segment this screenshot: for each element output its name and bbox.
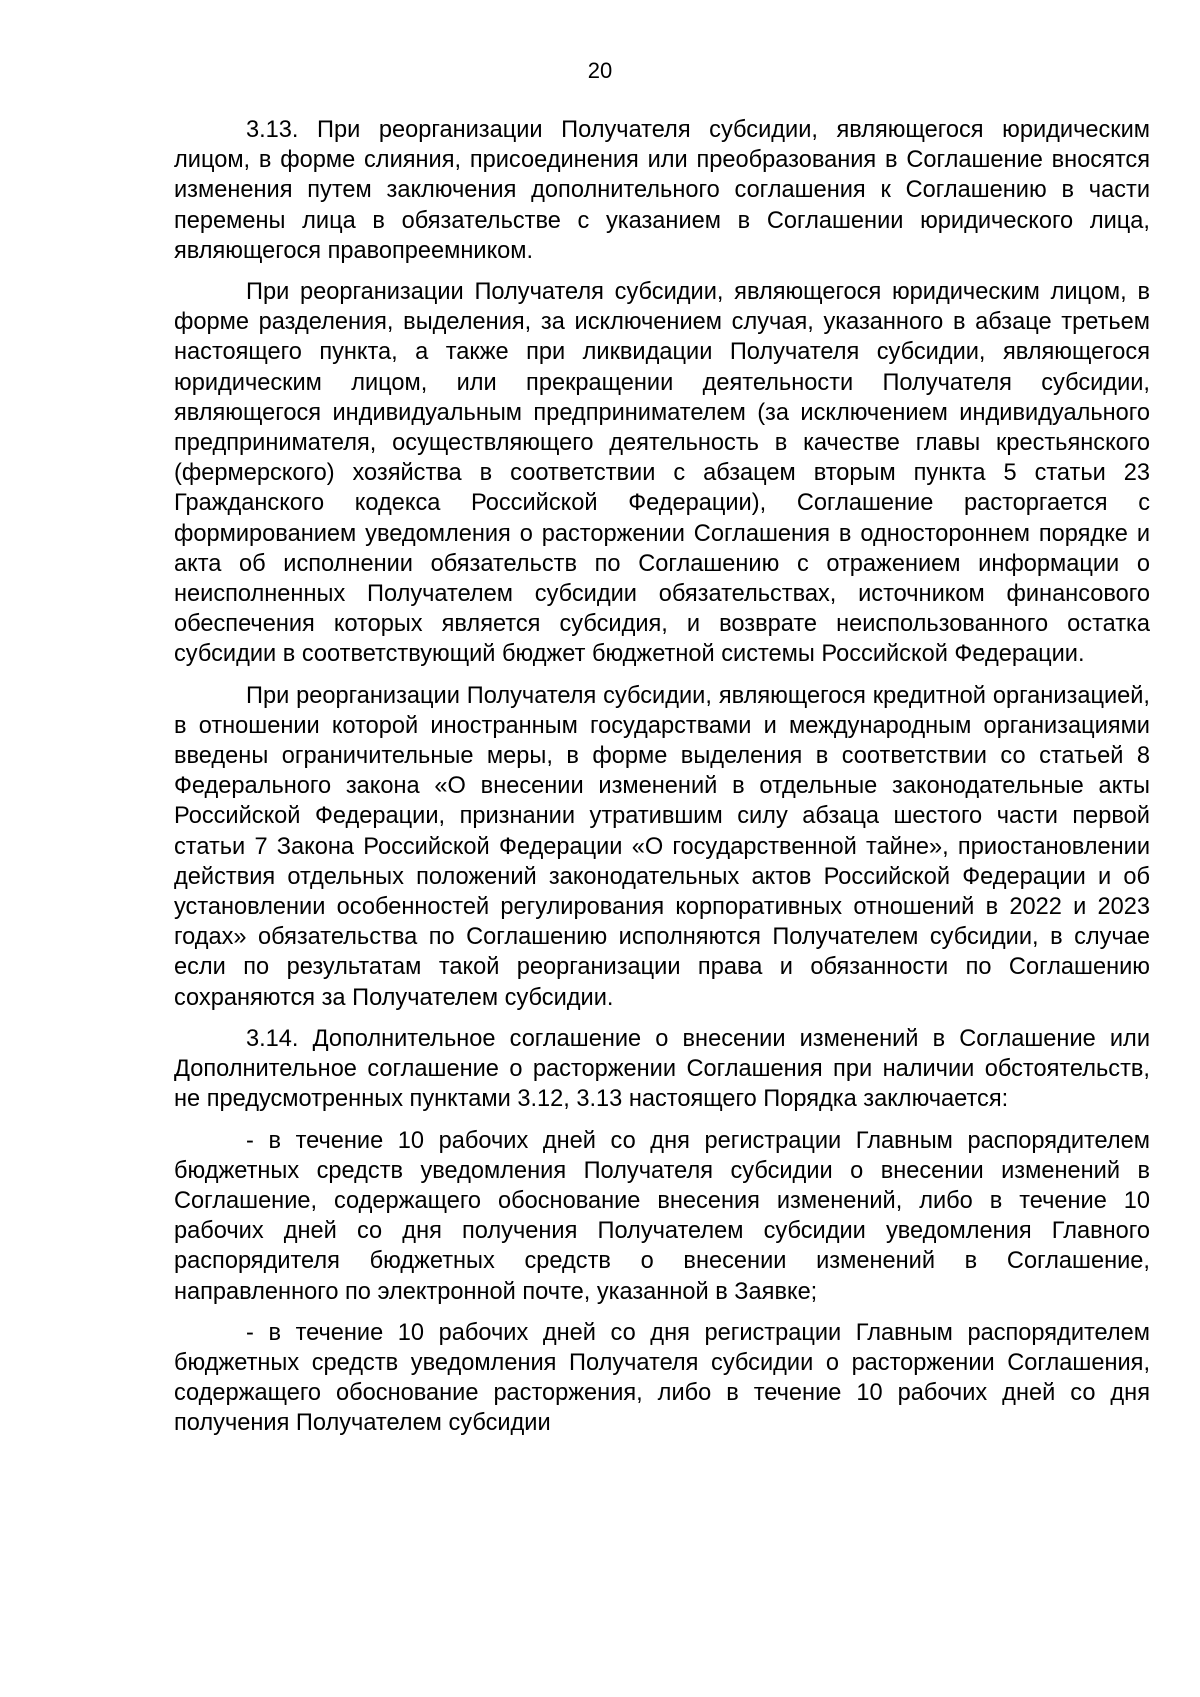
document-body bbox=[174, 115, 1150, 1450]
list-item-termination-term: - в течение 10 рабочих дней со дня регистрации Главным распорядителем бюджетных средств уведомления Получателя субсидии о расторжении Соглашения, содержащего обоснование расторжения, либо в течение 10 рабочих дней со дня получения Получателем субсидии bbox=[174, 1319, 1150, 1437]
list-item-amendment-term: - в течение 10 рабочих дней со дня регистрации Главным распорядителем бюджетных средств уведомления Получателя субсидии о внесении изменений в Соглашение, содержащего обоснование внесения изменений, либо в течение 10 рабочих дней со дня получения Получателем субсидии уведомления Главного распорядителя бюджетных средств о внесении изменений в Соглашение, направленного по электронной почте, указанной в Заявке; bbox=[174, 1127, 1150, 1305]
paragraph-reorganization-division: При реорганизации Получателя субсидии, являющегося юридическим лицом, в форме разделения, выделения, за исключением случая, указанного в абзаце третьем настоящего пункта, а также при ликвидации Получателя субсидии, являющегося юридическим лицом, или прекращении деятельности Получателя субсидии, являющегося индивидуальным предпринимателем (за исключением индивидуального предпринимателя, осуществляющего деятельность в качестве главы крестьянского (фермерского) хозяйства в соответствии с абзацем вторым пункта 5 статьи 23 Гражданского кодекса Российской Федерации), Соглашение расторгается с формированием уведомления о расторжении Соглашения в одностороннем порядке и акта об исполнении обязательств по Соглашению с отражением информации о неисполненных Получателем субсидии обязательствах, источником финансового обеспечения которых является субсидия, и возврате неиспользованного остатка субсидии в соответствующий бюджет бюджетной системы Российской Федерации. bbox=[174, 279, 1150, 668]
page-number: 20 bbox=[587, 58, 613, 83]
paragraph-3-14: 3.14. Дополнительное соглашение о внесении изменений в Соглашение или Дополнительное соглашение о расторжении Соглашения при наличии обстоятельств, не предусмотренных пунктами 3.12, 3.13 настоящего Порядка заключается: bbox=[174, 1025, 1150, 1113]
paragraph-reorganization-credit-organization: При реорганизации Получателя субсидии, являющегося кредитной организацией, в отношении которой иностранным государствами и международным организациями введены ограничительные меры, в форме выделения в соответствии со статьей 8 Федерального закона «О внесении изменений в отдельные законодательные акты Российской Федерации, признании утратившим силу абзаца шестого части первой статьи 7 Закона Российской Федерации «О государственной тайне», приостановлении действия отдельных положений законодательных актов Российской Федерации и об установлении особенностей регулирования корпоративных отношений в 2022 и 2023 годах» обязательства по Соглашению исполняются Получателем субсидии, в случае если по результатам такой реорганизации права и обязанности по Соглашению сохраняются за Получателем субсидии. bbox=[174, 682, 1150, 1011]
paragraph-3-13: 3.13. При реорганизации Получателя субсидии, являющегося юридическим лицом, в форме слияния, присоединения или преобразования в Соглашение вносятся изменения путем заключения дополнительного соглашения к Соглашению в части перемены лица в обязательстве с указанием в Соглашении юридического лица, являющегося правопреемником. bbox=[174, 117, 1150, 264]
